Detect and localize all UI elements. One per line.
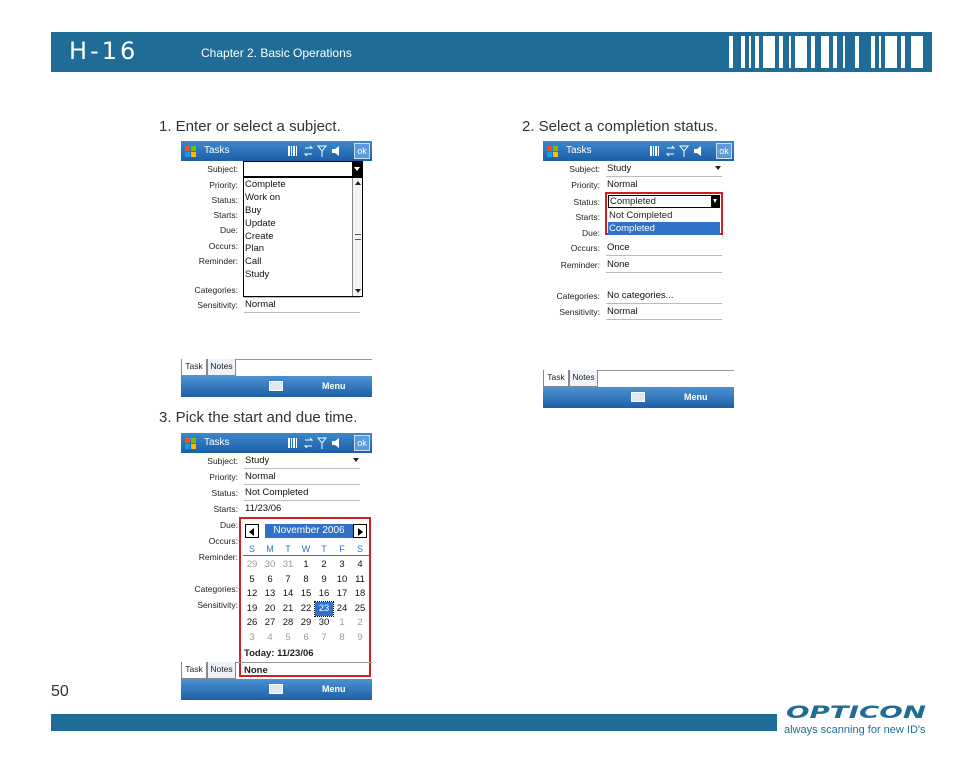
chevron-down-icon[interactable] bbox=[352, 162, 362, 176]
list-item[interactable]: Study bbox=[245, 269, 270, 281]
calendar-day[interactable]: 7 bbox=[285, 573, 291, 585]
pda-screen-step3 bbox=[181, 433, 372, 700]
field-label: Categories: bbox=[556, 291, 600, 301]
calendar-day[interactable]: 1 bbox=[339, 617, 345, 628]
calendar-day[interactable]: 9 bbox=[321, 573, 327, 585]
keyboard-icon[interactable] bbox=[269, 381, 283, 391]
calendar-day[interactable]: 25 bbox=[354, 602, 366, 614]
app-title: Tasks bbox=[204, 437, 230, 448]
tab-strip bbox=[181, 359, 372, 376]
title-bar bbox=[181, 141, 372, 161]
field-label: Sensitivity: bbox=[197, 600, 238, 610]
calendar-day[interactable]: 3 bbox=[339, 559, 345, 570]
field-label: Categories: bbox=[194, 285, 238, 295]
field-label: Starts: bbox=[213, 210, 238, 220]
calendar-day[interactable]: 11 bbox=[355, 573, 365, 585]
status-option-not-completed[interactable]: Not Completed bbox=[609, 210, 673, 221]
model-name: H-16 bbox=[69, 37, 139, 65]
calendar-day[interactable]: 31 bbox=[282, 559, 294, 570]
prev-month-icon[interactable] bbox=[245, 524, 259, 538]
field-status[interactable] bbox=[181, 486, 372, 502]
calendar-day[interactable]: 4 bbox=[267, 631, 273, 643]
weekday-label: S bbox=[356, 544, 363, 554]
today-link[interactable]: Today: 11/23/06 bbox=[244, 648, 314, 659]
calendar-day[interactable]: 9 bbox=[357, 631, 363, 643]
title-bar bbox=[543, 141, 734, 161]
status-icons[interactable] bbox=[288, 436, 350, 450]
status-current-value: Completed bbox=[610, 196, 656, 207]
calendar-day[interactable]: 23 bbox=[315, 602, 333, 616]
field-label: Status: bbox=[211, 195, 238, 205]
field-label: Priority: bbox=[209, 180, 238, 190]
field-subject[interactable] bbox=[181, 454, 372, 470]
field-label: Subject: bbox=[207, 456, 238, 466]
brand-name: OPTICON bbox=[786, 703, 926, 721]
status-icons[interactable] bbox=[288, 144, 350, 158]
chapter-title: Chapter 2. Basic Operations bbox=[201, 46, 352, 60]
calendar-day[interactable]: 30 bbox=[264, 559, 276, 570]
weekday-label: T bbox=[321, 544, 327, 554]
calendar-day[interactable]: 20 bbox=[264, 602, 276, 614]
pda-screen-step2 bbox=[543, 141, 734, 408]
ok-button[interactable]: ok bbox=[354, 435, 370, 451]
field-priority[interactable] bbox=[181, 470, 372, 486]
field-label: Status: bbox=[211, 488, 238, 498]
status-combo[interactable] bbox=[608, 195, 720, 208]
field-label: Occurs: bbox=[208, 241, 238, 251]
chevron-down-icon[interactable] bbox=[353, 458, 359, 462]
weekday-label: S bbox=[248, 544, 255, 554]
barcode-graphic bbox=[729, 36, 929, 68]
field-value[interactable]: None bbox=[606, 258, 722, 273]
calendar-day[interactable]: 8 bbox=[303, 573, 309, 585]
field-label: Sensitivity: bbox=[197, 300, 238, 310]
calendar-day[interactable]: 29 bbox=[300, 617, 312, 628]
ok-button[interactable]: ok bbox=[716, 143, 732, 159]
field-subject[interactable] bbox=[543, 162, 734, 178]
subject-dropdown-list[interactable] bbox=[243, 177, 363, 297]
field-label: Due: bbox=[220, 225, 238, 235]
weekday-header bbox=[243, 544, 369, 556]
calendar-day[interactable]: 5 bbox=[285, 631, 291, 643]
calendar-day[interactable]: 28 bbox=[282, 617, 294, 628]
calendar-day[interactable]: 22 bbox=[300, 602, 312, 614]
status-option-completed[interactable]: Completed bbox=[608, 222, 720, 235]
scrollbar[interactable] bbox=[352, 178, 362, 296]
app-title: Tasks bbox=[566, 145, 592, 156]
field-label: Categories: bbox=[194, 584, 238, 594]
windows-start-icon[interactable] bbox=[183, 143, 199, 159]
field-label: Reminder: bbox=[198, 552, 238, 562]
calendar-day[interactable]: 2 bbox=[357, 617, 363, 628]
step1-caption: 1. Enter or select a subject. bbox=[159, 118, 341, 135]
windows-start-icon[interactable] bbox=[183, 435, 199, 451]
next-month-icon[interactable] bbox=[353, 524, 367, 538]
menu-button[interactable]: Menu bbox=[684, 392, 708, 402]
calendar-day[interactable]: 27 bbox=[264, 617, 276, 628]
field-value[interactable]: Study bbox=[244, 454, 360, 469]
field-label: Status: bbox=[573, 197, 600, 207]
field-label: Priority: bbox=[209, 472, 238, 482]
field-categories[interactable] bbox=[543, 289, 734, 305]
keyboard-icon[interactable] bbox=[631, 392, 645, 402]
field-value[interactable]: No categories... bbox=[606, 289, 722, 304]
field-label: Subject: bbox=[569, 164, 600, 174]
field-label: Priority: bbox=[571, 180, 600, 190]
calendar-day[interactable]: 13 bbox=[264, 588, 276, 599]
menu-bar bbox=[181, 376, 372, 397]
calendar-day[interactable]: 18 bbox=[354, 588, 366, 599]
tab-notes[interactable]: Notes bbox=[569, 370, 598, 387]
tab-task[interactable]: Task bbox=[543, 370, 569, 387]
scroll-up-icon[interactable] bbox=[355, 181, 361, 185]
field-value[interactable]: Study bbox=[606, 162, 722, 177]
field-starts[interactable] bbox=[181, 502, 372, 518]
field-label: Reminder: bbox=[560, 260, 600, 270]
calendar-day[interactable]: 2 bbox=[321, 559, 327, 570]
field-sensitivity[interactable] bbox=[543, 305, 734, 321]
tab-notes[interactable]: Notes bbox=[207, 662, 236, 679]
list-item[interactable]: Call bbox=[245, 256, 262, 268]
page-header bbox=[51, 32, 932, 72]
step3-caption: 3. Pick the start and due time. bbox=[159, 409, 358, 426]
field-sensitivity[interactable] bbox=[181, 298, 372, 314]
calendar-day[interactable]: 21 bbox=[282, 602, 294, 614]
calendar-day[interactable]: 14 bbox=[282, 588, 294, 599]
tab-strip bbox=[181, 662, 372, 679]
calendar-day[interactable]: 6 bbox=[303, 631, 309, 643]
none-option[interactable]: None bbox=[244, 665, 268, 676]
scroll-thumb[interactable] bbox=[355, 234, 361, 240]
menu-button[interactable]: Menu bbox=[322, 381, 346, 391]
weekday-label: F bbox=[339, 544, 345, 554]
weekday-label: T bbox=[285, 544, 291, 554]
field-label: Occurs: bbox=[570, 243, 600, 253]
calendar-day[interactable]: 17 bbox=[336, 588, 348, 599]
field-value[interactable]: 11/23/06 bbox=[245, 503, 282, 514]
scroll-down-icon[interactable] bbox=[355, 289, 361, 293]
calendar-day[interactable]: 29 bbox=[246, 559, 258, 570]
calendar-day[interactable]: 26 bbox=[246, 617, 258, 628]
field-label: Reminder: bbox=[198, 256, 238, 266]
pda-screen-step1 bbox=[181, 141, 372, 396]
calendar-day[interactable]: 24 bbox=[336, 602, 348, 614]
calendar-month[interactable]: November 2006 bbox=[265, 524, 353, 538]
list-item[interactable]: Complete bbox=[245, 179, 286, 190]
ok-button[interactable]: ok bbox=[354, 143, 370, 159]
calendar-day[interactable]: 5 bbox=[249, 573, 255, 585]
tab-task[interactable]: Task bbox=[181, 359, 207, 376]
field-label: Occurs: bbox=[208, 536, 238, 546]
field-reminder[interactable] bbox=[543, 258, 734, 274]
calendar-day[interactable]: 3 bbox=[249, 631, 255, 643]
calendar-day[interactable]: 19 bbox=[246, 602, 258, 614]
page-number: 50 bbox=[51, 683, 69, 700]
list-item[interactable]: Update bbox=[245, 217, 276, 229]
calendar-day[interactable]: 7 bbox=[321, 631, 327, 643]
calendar-header bbox=[245, 524, 367, 539]
tab-notes[interactable]: Notes bbox=[207, 359, 236, 376]
chevron-down-icon[interactable] bbox=[715, 166, 721, 170]
subject-combo[interactable] bbox=[243, 161, 363, 177]
field-value[interactable]: Once bbox=[606, 241, 722, 256]
calendar-day[interactable]: 1 bbox=[303, 559, 309, 570]
field-label: Starts: bbox=[213, 504, 238, 514]
field-value[interactable]: Not Completed bbox=[244, 486, 360, 501]
step2-caption: 2. Select a completion status. bbox=[522, 118, 718, 135]
opticon-logo bbox=[786, 703, 928, 721]
menu-bar bbox=[543, 387, 734, 408]
status-icons[interactable] bbox=[650, 144, 712, 158]
field-label: Subject: bbox=[207, 164, 238, 174]
calendar-day[interactable]: 15 bbox=[300, 588, 312, 599]
chevron-down-icon[interactable] bbox=[711, 195, 720, 208]
tab-strip bbox=[543, 370, 734, 387]
calendar-day[interactable]: 8 bbox=[339, 631, 345, 643]
field-occurs[interactable] bbox=[543, 241, 734, 257]
calendar-day[interactable]: 16 bbox=[318, 588, 330, 599]
date-picker-calendar[interactable] bbox=[239, 517, 371, 677]
calendar-day[interactable]: 10 bbox=[336, 573, 348, 585]
field-label: Due: bbox=[220, 520, 238, 530]
menu-button[interactable]: Menu bbox=[322, 684, 346, 694]
app-title: Tasks bbox=[204, 145, 230, 156]
list-item[interactable]: Buy bbox=[245, 204, 262, 216]
tab-task[interactable]: Task bbox=[181, 662, 207, 679]
list-item[interactable]: Plan bbox=[245, 243, 265, 255]
field-value[interactable]: Normal bbox=[244, 470, 360, 485]
weekday-label: W bbox=[301, 544, 311, 554]
menu-bar bbox=[181, 679, 372, 700]
footer-bar bbox=[51, 714, 777, 731]
field-label: Starts: bbox=[575, 212, 600, 222]
field-value[interactable]: Normal bbox=[606, 178, 722, 193]
calendar-day[interactable]: 4 bbox=[357, 559, 363, 570]
title-bar bbox=[181, 433, 372, 453]
field-value[interactable]: Normal bbox=[606, 305, 722, 320]
list-item[interactable]: Work on bbox=[245, 191, 281, 203]
field-label: Sensitivity: bbox=[559, 307, 600, 317]
windows-start-icon[interactable] bbox=[545, 143, 561, 159]
status-dropdown-highlight[interactable] bbox=[605, 192, 723, 235]
tagline: always scanning for new ID's bbox=[784, 724, 926, 736]
weekday-label: M bbox=[266, 544, 274, 554]
list-item[interactable]: Create bbox=[245, 230, 274, 242]
calendar-day[interactable]: 30 bbox=[318, 617, 330, 628]
field-label: Due: bbox=[582, 228, 600, 238]
keyboard-icon[interactable] bbox=[269, 684, 283, 694]
field-value[interactable]: Normal bbox=[244, 298, 360, 313]
calendar-day[interactable]: 12 bbox=[246, 588, 258, 599]
calendar-day[interactable]: 6 bbox=[267, 573, 273, 585]
